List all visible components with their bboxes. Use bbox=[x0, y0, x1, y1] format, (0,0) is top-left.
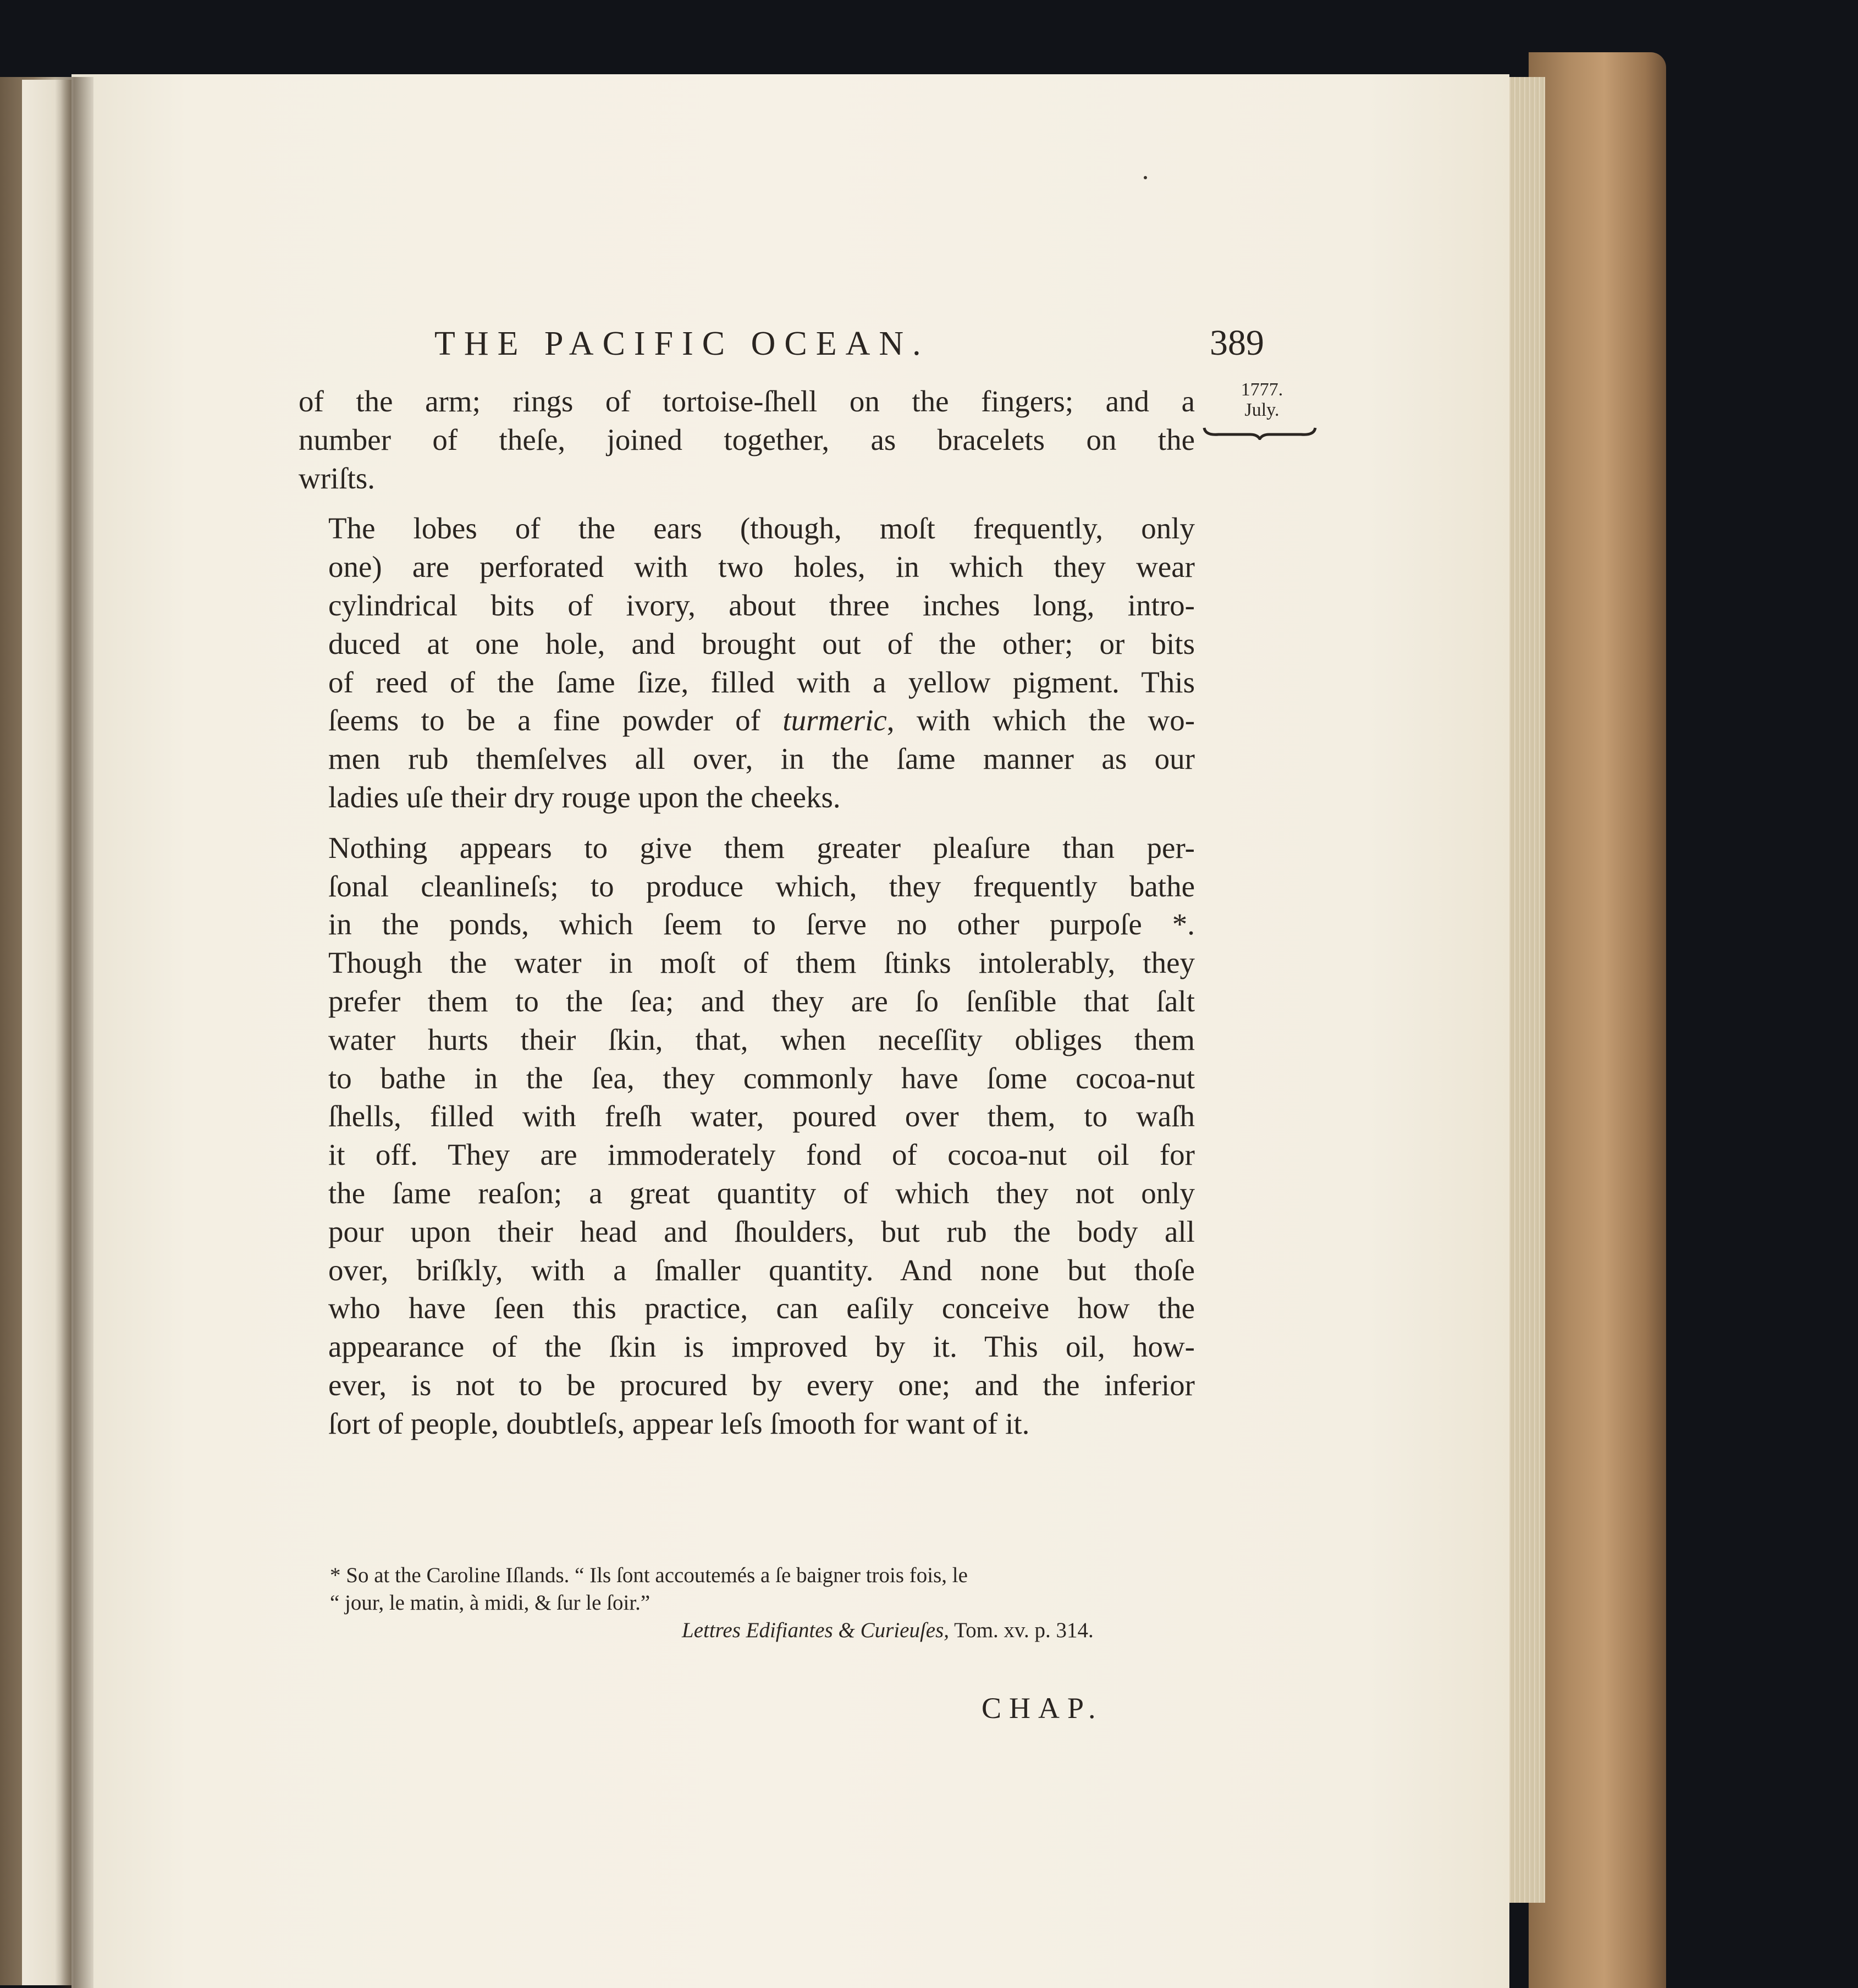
body-text bbox=[299, 382, 1195, 1443]
ink-speck bbox=[1144, 176, 1147, 179]
text-line: duced at one hole, and brought out of the other; or bits bbox=[328, 626, 1195, 660]
text-line: ladies uſe their dry rouge upon the cheeks. bbox=[328, 780, 841, 814]
text-line: who have ſeen this practice, can eaſily conceive how the bbox=[328, 1291, 1195, 1325]
text-line: ſort of people, doubtleſs, appear leſs ſmooth for want of it. bbox=[328, 1406, 1030, 1440]
margin-month: July. bbox=[1244, 400, 1280, 420]
text-line: The lobes of the ears (though, moſt frequently, only bbox=[328, 511, 1195, 546]
running-title: THE PACIFIC OCEAN. bbox=[434, 325, 930, 362]
text-segment: ſeems to be a fine powder of bbox=[328, 703, 760, 737]
margin-year: 1777. bbox=[1240, 379, 1283, 400]
text-line: cylindrical bits of ivory, about three inches long, intro- bbox=[328, 588, 1195, 622]
text-line: Though the water in moſt of them ſtinks intolerably, they bbox=[328, 946, 1195, 980]
italic-word: turmeric bbox=[782, 703, 887, 737]
footnote-line: “ jour, le matin, à midi, & ſur le ſoir.” bbox=[330, 1591, 650, 1615]
text-line: men rub themſelves all over, in the ſame manner as our bbox=[328, 742, 1195, 776]
book-page bbox=[71, 74, 1509, 1988]
text-line: the ſame reaſon; a great quantity of which they not only bbox=[328, 1176, 1195, 1210]
page-number: 389 bbox=[1210, 323, 1264, 363]
text-line: in the ponds, which ſeem to ſerve no other purpoſe *. bbox=[328, 907, 1195, 941]
text-line: water hurts their ſkin, that, when neceſſity obliges them bbox=[328, 1022, 1195, 1056]
text-line: ever, is not to be procured by every one; and the inferior bbox=[328, 1368, 1195, 1402]
catchword: CHAP. bbox=[982, 1692, 1104, 1725]
margin-date-note bbox=[1199, 379, 1325, 451]
text-line: one) are perforated with two holes, in which they wear bbox=[328, 550, 1195, 584]
footnote-line: * So at the Caroline Iſlands. “ Ils ſont accoutemés a ſe baigner trois fois, le bbox=[330, 1563, 968, 1587]
text-line: ſhells, filled with freſh water, poured over them, to waſh bbox=[328, 1099, 1195, 1133]
paragraph-3 bbox=[299, 829, 1195, 1443]
citation-title: Lettres Edifiantes & Curieuſes, bbox=[682, 1618, 950, 1642]
text-line: of the arm; rings of tortoise-ſhell on the fingers; and a bbox=[299, 384, 1195, 418]
text-line: prefer them to the ſea; and they are ſo ſenſible that ſalt bbox=[328, 984, 1195, 1018]
text-line: to bathe in the ſea, they commonly have ſome cocoa-nut bbox=[328, 1061, 1195, 1095]
text-line: Nothing appears to give them greater pleaſure than per- bbox=[328, 830, 1195, 864]
text-line: wriſts. bbox=[299, 461, 376, 495]
footnote bbox=[330, 1562, 1221, 1642]
text-line: over, briſkly, with a ſmaller quantity. And none but thoſe bbox=[328, 1253, 1195, 1287]
text-line-with-italic bbox=[299, 701, 1195, 740]
paragraph-1 bbox=[299, 382, 1195, 497]
footnote-citation bbox=[682, 1617, 1094, 1644]
text-line: appearance of the ſkin is improved by it. This oil, how- bbox=[328, 1330, 1195, 1364]
text-line: it off. They are immoderately fond of cocoa-nut oil for bbox=[328, 1138, 1195, 1172]
gutter-shadow bbox=[55, 77, 93, 1988]
text-segment: , with which the wo- bbox=[886, 703, 1195, 737]
text-line: ſonal cleanlineſs; to produce which, they frequently bathe bbox=[328, 869, 1195, 903]
citation-rest: Tom. xv. p. 314. bbox=[949, 1618, 1094, 1642]
text-line: pour upon their head and ſhoulders, but rub the body all bbox=[328, 1214, 1195, 1248]
paragraph-2 bbox=[299, 509, 1195, 816]
page-edges bbox=[1507, 77, 1545, 1903]
text-line: of reed of the ſame ſize, filled with a yellow pigment. This bbox=[328, 665, 1195, 699]
text-line: number of theſe, joined together, as bracelets on the bbox=[299, 422, 1195, 456]
brace-icon bbox=[1202, 425, 1317, 440]
leather-cover bbox=[1529, 52, 1666, 1988]
